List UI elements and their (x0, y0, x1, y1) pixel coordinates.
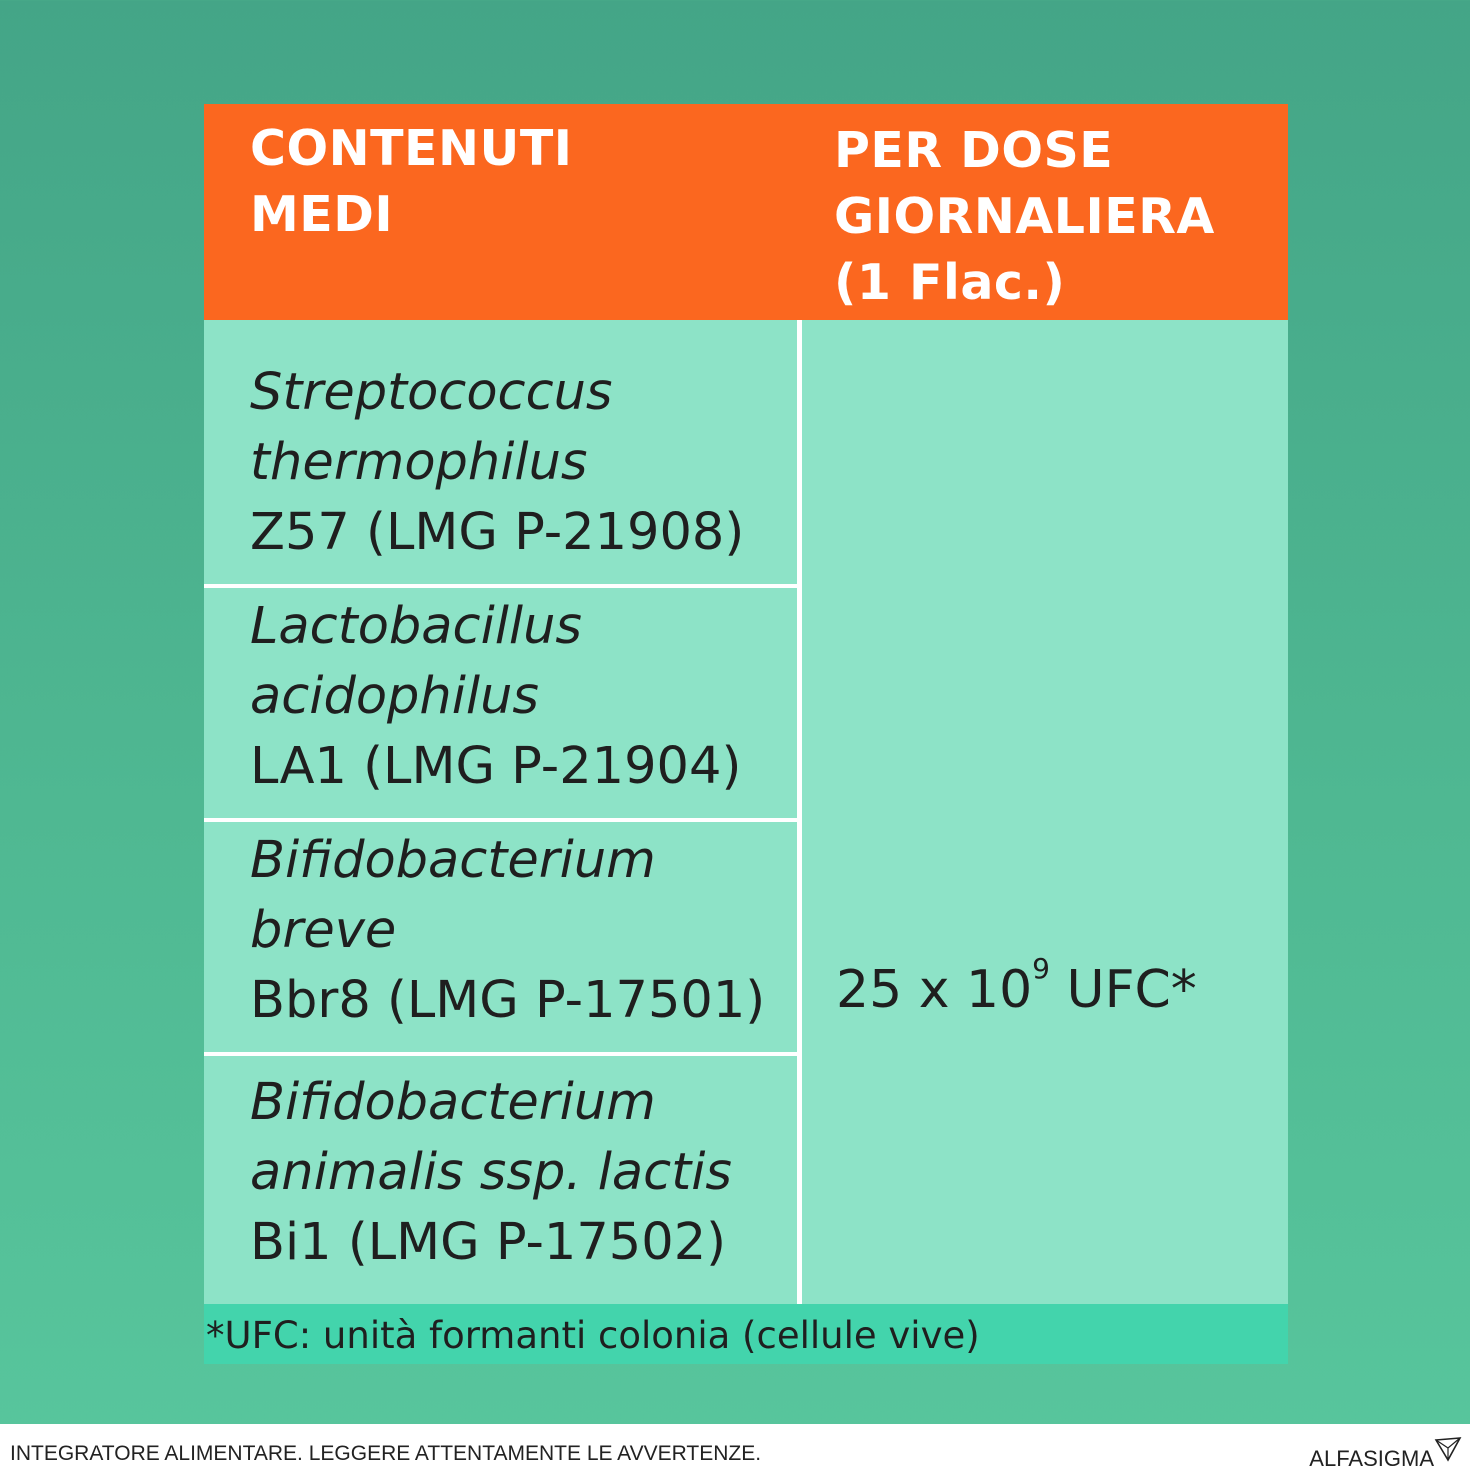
row-divider (204, 818, 797, 822)
strain-code: Z57 (LMG P-21908) (250, 503, 745, 562)
table-row (250, 358, 744, 568)
footer-bar (0, 1424, 1470, 1470)
header-ingredients (250, 116, 572, 248)
header-dose-line-2: GIORNALIERA (834, 188, 1215, 245)
table-row (250, 592, 741, 802)
species-name: Bifidobacterium (250, 1073, 656, 1132)
table-body (204, 320, 1288, 1304)
row-divider (204, 1052, 797, 1056)
footnote-text: *UFC: unità formanti colonia (cellule vive) (206, 1314, 980, 1357)
row-divider (204, 584, 797, 588)
species-name: acidophilus (250, 667, 539, 726)
species-name: Bifidobacterium (250, 831, 656, 890)
dose-exponent: 9 (1032, 952, 1050, 985)
column-divider (797, 320, 802, 1304)
daily-dose-value (836, 952, 1197, 1020)
dose-unit: UFC* (1066, 960, 1197, 1020)
table-footnote (204, 1304, 1288, 1364)
disclaimer-text: INTEGRATORE ALIMENTARE. LEGGERE ATTENTAMENTE LE AVVERTENZE. (10, 1442, 762, 1465)
table-row (250, 826, 765, 1036)
species-name: thermophilus (250, 433, 588, 492)
species-name: animalis ssp. lactis (250, 1143, 732, 1202)
table-header (204, 104, 1288, 320)
header-daily-dose (834, 118, 1215, 316)
brand-logo: ALFASIGMA (1309, 1446, 1434, 1470)
ingredients-table (204, 104, 1288, 1364)
table-row (250, 1068, 732, 1278)
strain-code: Bbr8 (LMG P-17501) (250, 971, 766, 1030)
species-name: Lactobacillus (250, 597, 582, 656)
species-name: breve (250, 901, 397, 960)
species-name: Streptococcus (250, 363, 613, 422)
dose-base: 25 x 10 (836, 960, 1033, 1020)
strain-code: Bi1 (LMG P-17502) (250, 1213, 727, 1272)
header-dose-line-1: PER DOSE (834, 122, 1114, 179)
header-ingredients-line-1: CONTENUTI (250, 120, 573, 177)
header-ingredients-line-2: MEDI (250, 186, 394, 243)
strain-code: LA1 (LMG P-21904) (250, 737, 742, 796)
header-dose-line-3: (1 Flac.) (834, 254, 1066, 311)
brand-mark-icon (1434, 1436, 1462, 1462)
